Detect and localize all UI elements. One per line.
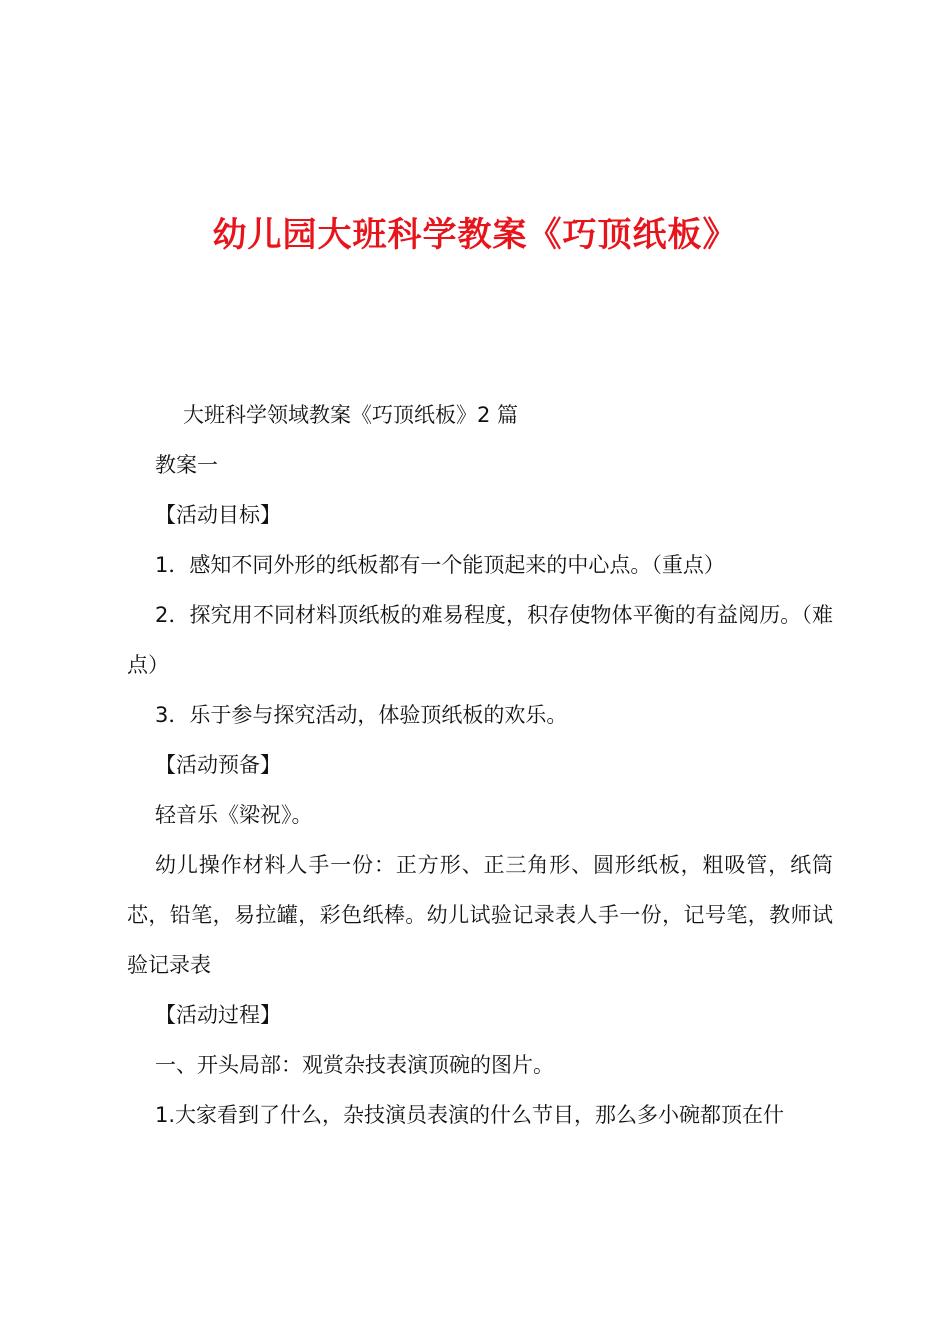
body-paragraph: 一、开头局部：观赏杂技表演顶碗的图片。 <box>155 1053 554 1077</box>
body-paragraph: 1.大家看到了什么，杂技演员表演的什么节目，那么多小碗都顶在什 <box>155 1103 785 1127</box>
subtitle-paragraph: 大班科学领域教案《巧顶纸板》2 篇 <box>183 403 519 427</box>
body-paragraph: 幼儿操作材料人手一份：正方形、正三角形、圆形纸板，粗吸管，纸筒芯，铅笔，易拉罐，彩色纸棒。幼儿试验记录表人手一份，记号笔，教师试验记录表 <box>127 853 833 977</box>
page-title: 幼儿园大班科学教案《巧顶纸板》 <box>212 215 738 255</box>
section-heading: 教案一 <box>155 453 218 477</box>
section-heading: 【活动过程】 <box>155 1003 281 1027</box>
document-body <box>127 390 833 1140</box>
body-paragraph: 轻音乐《梁祝》。 <box>155 803 313 827</box>
list-item: 2．探究用不同材料顶纸板的难易程度，积存使物体平衡的有益阅历。（难点） <box>127 603 833 677</box>
list-item: 3．乐于参与探究活动，体验顶纸板的欢乐。 <box>155 703 568 727</box>
section-heading: 【活动目标】 <box>155 503 281 527</box>
list-item: 1．感知不同外形的纸板都有一个能顶起来的中心点。（重点） <box>155 553 725 577</box>
section-heading: 【活动预备】 <box>155 753 281 777</box>
